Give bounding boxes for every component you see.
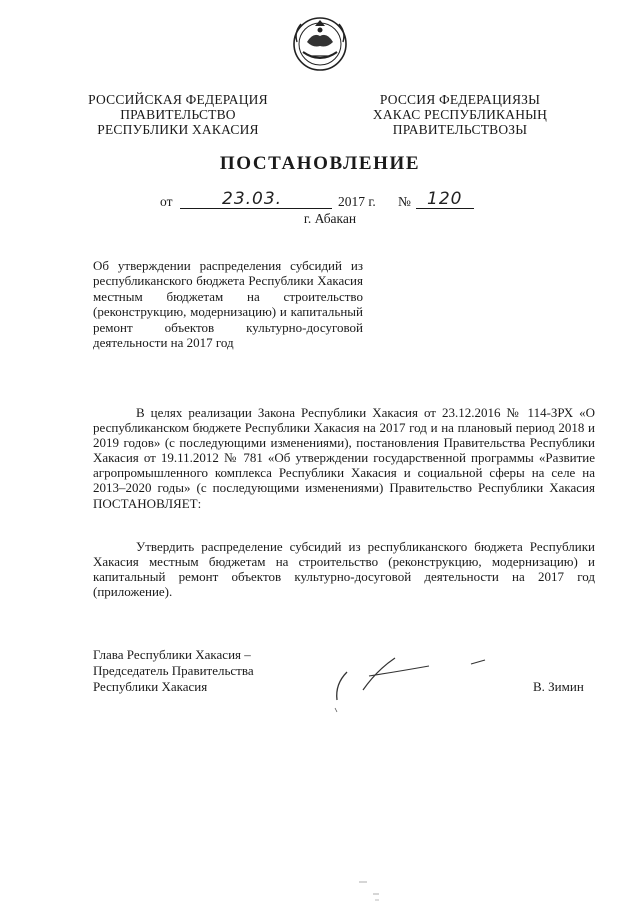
signatory-position-line-1: Глава Республики Хакасия – (93, 647, 251, 662)
number-sign: № (398, 194, 411, 209)
header-left-line-1: РОССИЙСКАЯ ФЕДЕРАЦИЯ (88, 92, 268, 107)
date-prefix: от (160, 194, 173, 209)
date-handwritten: 23.03. (222, 189, 283, 209)
year-label: 2017 г. (338, 194, 376, 209)
handwritten-signature-icon (325, 650, 495, 715)
header-right-line-3: ПРАВИТЕЛЬСТВОЗЫ (392, 122, 528, 137)
header-right-block (345, 92, 575, 137)
signatory-position-line-3: Республики Хакасия (93, 679, 208, 694)
signatory-position (93, 647, 313, 695)
number-handwritten: 120 (427, 189, 463, 209)
date-number-line (160, 191, 520, 213)
signatory-position-line-2: Председатель Правительства (93, 663, 254, 678)
header-right-line-2: ХАКАС РЕСПУБЛИКАНЫҢ (372, 107, 548, 122)
document-subject: Об утверждении распределения субсидий из республиканского бюджета Республики Хакасия местным бюджетам на строительство (реконструкцию, модернизацию) и капитальный ремонт объектов культурно-досуговой деятельности на 2017 год (93, 258, 363, 351)
header-left-line-2: ПРАВИТЕЛЬСТВО (120, 107, 236, 122)
signatory-name: В. Зимин (533, 679, 584, 694)
body-paragraph-2: Утвердить распределение субсидий из республиканского бюджета Республики Хакасия местным бюджетам на строительство (реконструкцию, модернизацию) и капитальный ремонт объектов культурно-досуговой деятельности на 2017 год (приложение). (93, 539, 595, 600)
body-paragraph-1: В целях реализации Закона Республики Хакасия от 23.12.2016 № 114-ЗРХ «О республиканском бюджете Республики Хакасия на 2017 год и на плановый период 2018 и 2019 годов» (с последующими изменениями), постановления Правительства Республики Хакасия от 19.11.2012 № 781 «Об утверждении государственной программы «Развитие агропромышленного комплекса Республики Хакасия и социальной сферы на селе на 2013–2020 годы» (с последующими изменениями) Правительство Республики Хакасия ПОСТАНОВЛЯЕТ: (93, 405, 595, 511)
city-label: г. Абакан (303, 211, 357, 226)
coat-of-arms-emblem-icon (289, 12, 351, 74)
document-title: ПОСТАНОВЛЕНИЕ (219, 153, 421, 174)
header-left-line-3: РЕСПУБЛИКИ ХАКАСИЯ (97, 122, 259, 137)
scan-artifact (355, 878, 395, 903)
header-right-line-1: РОССИЯ ФЕДЕРАЦИЯЗЫ (379, 92, 541, 107)
header-left-block (78, 92, 278, 137)
